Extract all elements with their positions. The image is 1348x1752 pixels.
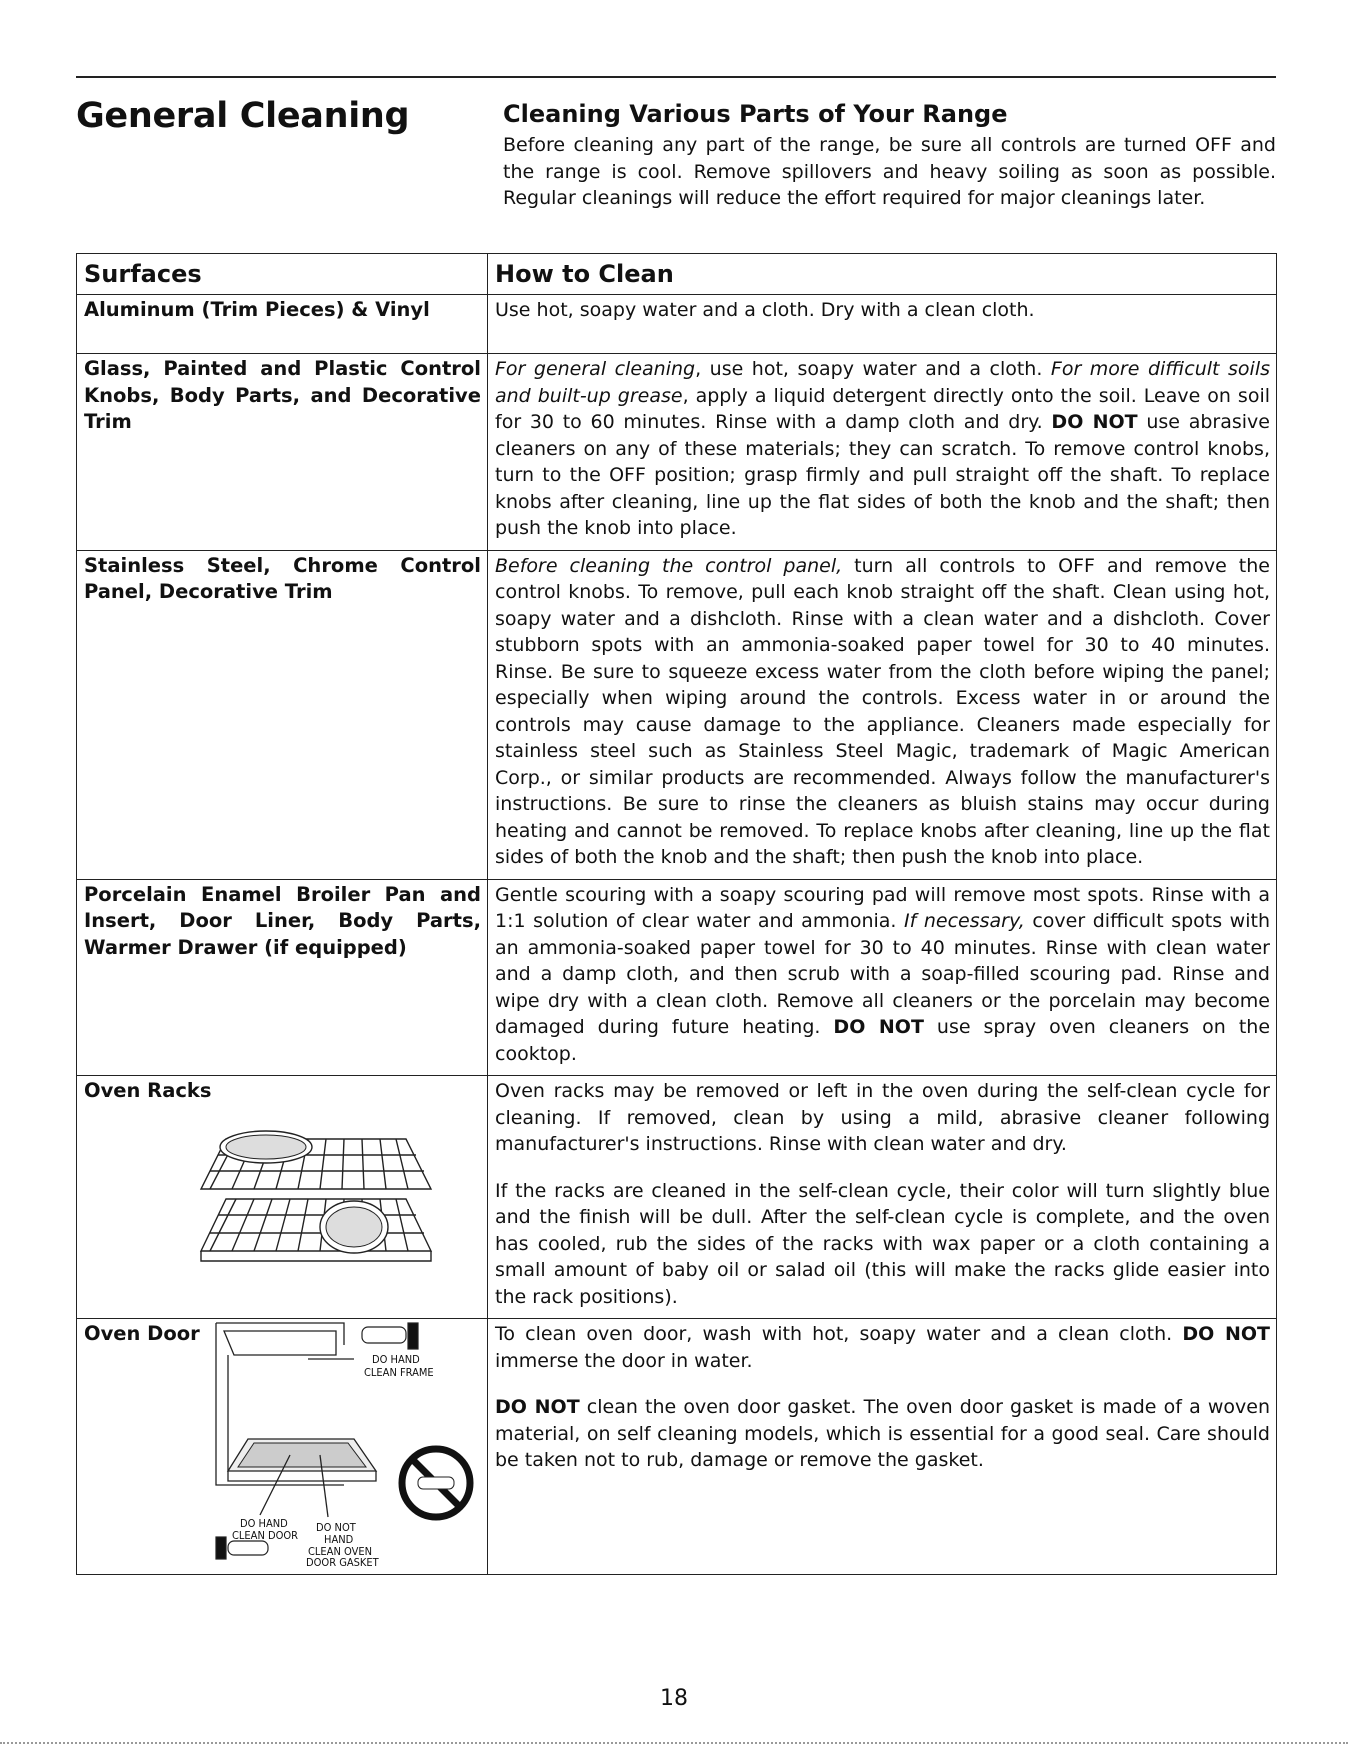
oven-door-illustration — [204, 1315, 474, 1567]
label-do-not-gasket-3: CLEAN OVEN — [308, 1545, 373, 1558]
intro-section — [503, 100, 1276, 212]
how-cell — [488, 1076, 1277, 1319]
table-row — [77, 1319, 1277, 1575]
surface-label: Oven Racks — [84, 1079, 212, 1102]
how-cell — [488, 295, 1277, 354]
label-do-not-gasket-1: DO NOT — [316, 1521, 356, 1534]
surface-cell — [77, 879, 488, 1076]
how-text — [495, 1321, 1270, 1474]
surface-label: Glass, Painted and Plastic Control Knobs, Body Parts, and Decorative Trim — [84, 357, 481, 433]
table-row — [77, 295, 1277, 354]
table-row — [77, 879, 1277, 1076]
how-emphasis: For general cleaning — [495, 358, 696, 380]
page-number: 18 — [660, 1686, 688, 1711]
how-span: To clean oven door, wash with hot, soapy water and a clean cloth. — [495, 1323, 1183, 1345]
do-not-warning: DO NOT — [1182, 1323, 1270, 1345]
label-do-hand-clean-frame-1: DO HAND — [372, 1353, 420, 1366]
col-header-how-to-clean: How to Clean — [488, 254, 1277, 295]
intro-heading: Cleaning Various Parts of Your Range — [503, 100, 1008, 128]
how-span: , use hot, soapy water and a cloth. — [695, 358, 1051, 380]
how-text — [495, 356, 1270, 542]
how-span: use spray oven cleaners on the cooktop. — [495, 1016, 1271, 1065]
do-not-warning: DO NOT — [833, 1016, 924, 1038]
label-do-not-gasket-4: DOOR GASKET — [306, 1556, 379, 1567]
label-do-not-gasket-2: HAND — [324, 1533, 354, 1546]
table-row — [77, 550, 1277, 879]
label-do-hand-clean-door-1: DO HAND — [240, 1517, 288, 1530]
col-header-surfaces: Surfaces — [77, 254, 488, 295]
surface-cell — [77, 1319, 488, 1575]
cleaning-table — [76, 253, 1277, 1575]
surface-label: Porcelain Enamel Broiler Pan and Insert, Door Liner, Body Parts, Warmer Drawer (if equipped) — [84, 882, 481, 959]
how-text — [495, 882, 1270, 1068]
bottom-dotted-rule — [0, 1742, 1348, 1744]
oven-door-figure-wrap — [84, 1321, 481, 1566]
how-span: immerse the door in water. — [495, 1349, 753, 1372]
intro-text: Before cleaning any part of the range, be sure all controls are turned OFF and the range is cool. Remove spillovers and heavy soiling as soon as possible. Regular cleanings will reduce the effort required for major cleanings later. — [503, 134, 1276, 209]
how-span: use abrasive cleaners on any of these materials; they can scratch. To remove control knobs, turn to the OFF position; grasp firmly and pull straight off the shaft. To replace knobs after cleaning, line up the flat sides of both the knob and the shaft; then push the knob into place. — [495, 411, 1270, 539]
how-paragraph: If the racks are cleaned in the self-clean cycle, their color will turn slightly blue and the finish will be dull. After the self-clean cycle is complete, and the oven has cooled, rub the sides of the racks with wax paper or a cloth containing a small amount of baby oil or salad oil (this will make the racks glide easier into the rack positions). — [495, 1179, 1270, 1308]
how-span: , apply a liquid detergent directly onto the soil. Leave on soil for 30 to 60 minutes. Rinse with a damp cloth and dry. — [495, 384, 1270, 433]
how-text — [495, 1078, 1270, 1310]
surface-cell — [77, 354, 488, 551]
how-cell — [488, 879, 1277, 1076]
table-row — [77, 354, 1277, 551]
surface-cell — [77, 295, 488, 354]
do-not-warning: DO NOT — [495, 1396, 580, 1418]
how-cell — [488, 550, 1277, 879]
surface-cell — [77, 1076, 488, 1319]
do-not-warning: DO NOT — [1051, 411, 1138, 433]
how-span: Gentle scouring with a soapy scouring pad will remove most spots. Rinse with a 1:1 solution of clear water and ammonia. — [495, 883, 1270, 932]
table-row — [77, 1076, 1277, 1319]
how-paragraph — [495, 1394, 1270, 1474]
how-text: Use hot, soapy water and a cloth. Dry with a clean cloth. — [495, 299, 1035, 321]
how-emphasis: Before cleaning the control panel, — [495, 554, 843, 577]
surface-label: Oven Door — [84, 1322, 200, 1345]
how-cell — [488, 1319, 1277, 1575]
how-emphasis: For more difficult soils and built-up grease — [495, 358, 1270, 407]
page-title: General Cleaning — [76, 96, 410, 136]
surface-cell — [77, 550, 488, 879]
label-do-hand-clean-frame-2: CLEAN FRAME — [364, 1366, 434, 1379]
top-rule — [76, 76, 1276, 78]
how-span: cover difficult spots with an ammonia-soaked paper towel for 30 to 40 minutes. Rinse with clean water and a damp cloth, and then scrub with a soap-filled scouring pad. Rinse and wipe dry with a clean cloth. Remove all cleaners or the porcelain may become damaged during future heating. — [495, 910, 1270, 1038]
surface-label: Aluminum (Trim Pieces) & Vinyl — [84, 298, 430, 321]
how-cell — [488, 354, 1277, 551]
oven-racks-illustration — [196, 1119, 436, 1284]
label-do-hand-clean-door-2: CLEAN DOOR — [232, 1529, 299, 1542]
how-paragraph: Oven racks may be removed or left in the oven during the self-clean cycle for cleaning. If removed, clean by using a mild, abrasive cleaner following manufacturer's instructions. Rinse with clean water and dry. — [495, 1080, 1270, 1155]
how-paragraph — [495, 1321, 1270, 1374]
surface-label: Stainless Steel, Chrome Control Panel, Decorative Trim — [84, 553, 481, 603]
table-header-row — [77, 254, 1277, 295]
how-span: turn all controls to OFF and remove the control knobs. To remove, pull each knob straight off the shaft. Clean using hot, soapy water and a dishcloth. Rinse with a clean water and a dishcloth. Cover stubborn spots with an ammonia-soaked paper towel for 30 to 40 minutes. Rinse. Be sure to squeeze excess water from the cloth before wiping the panel; especially when wiping around the controls. Excess water in or around the controls may cause damage to the appliance. Cleaners made especially for stainless steel such as Stainless Steel Magic, trademark of Magic American Corp., or similar products are recommended. Always follow the manufacturer's instructions. Be sure to rinse the cleaners as bluish stains may occur during heating and cannot be removed. To replace knobs after cleaning, line up the flat sides of both the knob and the shaft; then push the knob into place. — [495, 554, 1270, 868]
how-span: clean the oven door gasket. The oven door gasket is made of a woven material, on self cleaning models, which is essential for a good seal. Care should be taken not to rub, damage or remove the gasket. — [495, 1396, 1270, 1471]
how-emphasis: If necessary, — [904, 910, 1025, 932]
how-text — [495, 553, 1270, 871]
